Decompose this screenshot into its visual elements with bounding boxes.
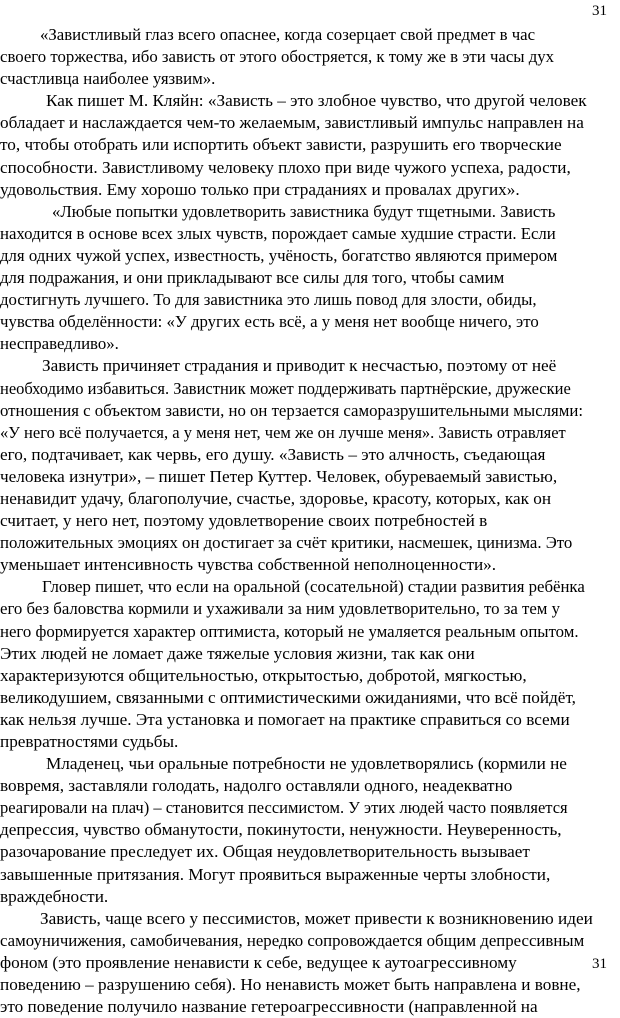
text-line: завышенные притязания. Могут проявиться выраженные черты злобности, (0, 864, 551, 884)
text-line: то, чтобы отобрать или испортить объект зависти, разрушить его творческие (0, 135, 562, 155)
text-line: достигнуть лучшего. То для завистника это лишь повод для злости, обиды, (0, 290, 537, 310)
text-line: превратностями судьбы. (0, 732, 179, 751)
text-line: него формируется характер оптимиста, который не умаляется реальным опытом. (0, 621, 579, 641)
page-number-bottom: 31 (592, 956, 607, 972)
text-line: способности. Завистливому человеку плохо при виде чужого успеха, радости, (0, 157, 571, 177)
text-line: это поведение получило название гетероагрессивности (направленной на (0, 997, 538, 1017)
page-number-top: 31 (592, 3, 607, 19)
text-line: разочарование преследует их. Общая неудовлетворительность вызывает (0, 842, 530, 862)
text-line: уменьшает интенсивность чувства собственной неполноценности». (0, 555, 497, 575)
text-line: «Любые попытки удовлетворить завистника будут тщетными. Зависть (52, 201, 556, 221)
text-line: его без баловства кормили и ухаживали за ним удовлетворительно, то за тем у (0, 599, 560, 619)
text-line: вовремя, заставляли голодать, надолго оставляли одного, неадекватно (0, 776, 513, 796)
text-line: человека изнутри», – пишет Петер Куттер. Человек, обуреваемый завистью, (0, 466, 558, 486)
text-line: Зависть причиняет страдания и приводит к несчастью, поэтому от неё (42, 356, 557, 376)
text-line: ненавидит удачу, благополучие, счастье, здоровье, красоту, которых, как он (0, 488, 552, 508)
body-text (0, 24, 620, 1018)
text-line: Гловер пишет, что если на оральной (сосательной) стадии развития ребёнка (42, 577, 585, 597)
text-line: депрессия, чувство обманутости, покинутости, ненужности. Неуверенность, (0, 820, 562, 840)
text-line: как нельзя лучше. Эта установка и помогает на практике справиться со всеми (0, 709, 570, 729)
text-line: самоуничижения, самобичевания, нередко сопровождается общим депрессивным (0, 930, 585, 950)
text-line: для одних чужой успех, известность, учёность, богатство являются примером (0, 245, 558, 265)
text-line: для подражания, и они прикладывают все силы для того, чтобы самим (0, 268, 505, 288)
text-line: своего торжества, ибо зависть от этого обостряется, к тому же в эти часы дух (0, 47, 555, 67)
text-line: характеризуются общительностью, открытостью, добротой, мягкостью, (0, 665, 527, 685)
text-line: Этих людей не ломает даже тяжелые условия жизни, так как они (0, 643, 475, 663)
text-line: находится в основе всех злых чувств, порождает самые худшие страсти. Если (0, 223, 556, 243)
text-line: отношения с объектом зависти, но он терзается саморазрушительными мыслями: (0, 400, 584, 420)
text-line: обладает и наслаждается чем-то желаемым, завистливый импульс направлен на (0, 113, 584, 133)
text-line: его, подтачивает, как червь, его душу. «Зависть – это алчность, съедающая (0, 444, 546, 464)
text-line: «У него всё получается, а у меня нет, чем же он лучше меня». Зависть отравляет (0, 422, 566, 442)
text-line: считает, у него нет, поэтому удовлетворение своих потребностей в (0, 511, 488, 531)
text-line: чувства обделённости: «У других есть всё, а у меня нет вообще ничего, это (0, 312, 539, 332)
text-line: Как пишет М. Кляйн: «Зависть – это злобное чувство, что другой человек (46, 91, 587, 111)
text-line: реагировали на плач) – становится пессимистом. У этих людей часто появляется (0, 798, 568, 818)
text-line: положительных эмоциях он достигает за счёт критики, насмешек, цинизма. Это (0, 533, 573, 553)
text-line: великодушием, связанными с оптимистическими ожиданиями, что всё пойдёт, (0, 687, 576, 707)
text-line: несправедливо». (0, 334, 119, 354)
text-line: Зависть, чаще всего у пессимистов, может привести к возникновению идеи (40, 908, 593, 928)
text-line: Младенец, чьи оральные потребности не удовлетворялись (кормили не (46, 754, 567, 774)
text-line: «Завистливый глаз всего опаснее, когда созерцает свой предмет в час (40, 25, 536, 44)
text-line: необходимо избавиться. Завистник может поддерживать партнёрские, дружеские (0, 378, 571, 398)
text-line: счастливца наиболее уязвим». (0, 69, 216, 89)
text-line: фоном (это проявление ненависти к себе, ведущее к аутоагрессивному (0, 952, 517, 972)
text-line: враждебности. (0, 886, 109, 906)
text-line: удовольствия. Ему хорошо только при страданиях и провалах других». (0, 179, 520, 199)
text-line: поведению – разрушению себя). Но ненависть может быть направлена и вовне, (0, 975, 581, 995)
